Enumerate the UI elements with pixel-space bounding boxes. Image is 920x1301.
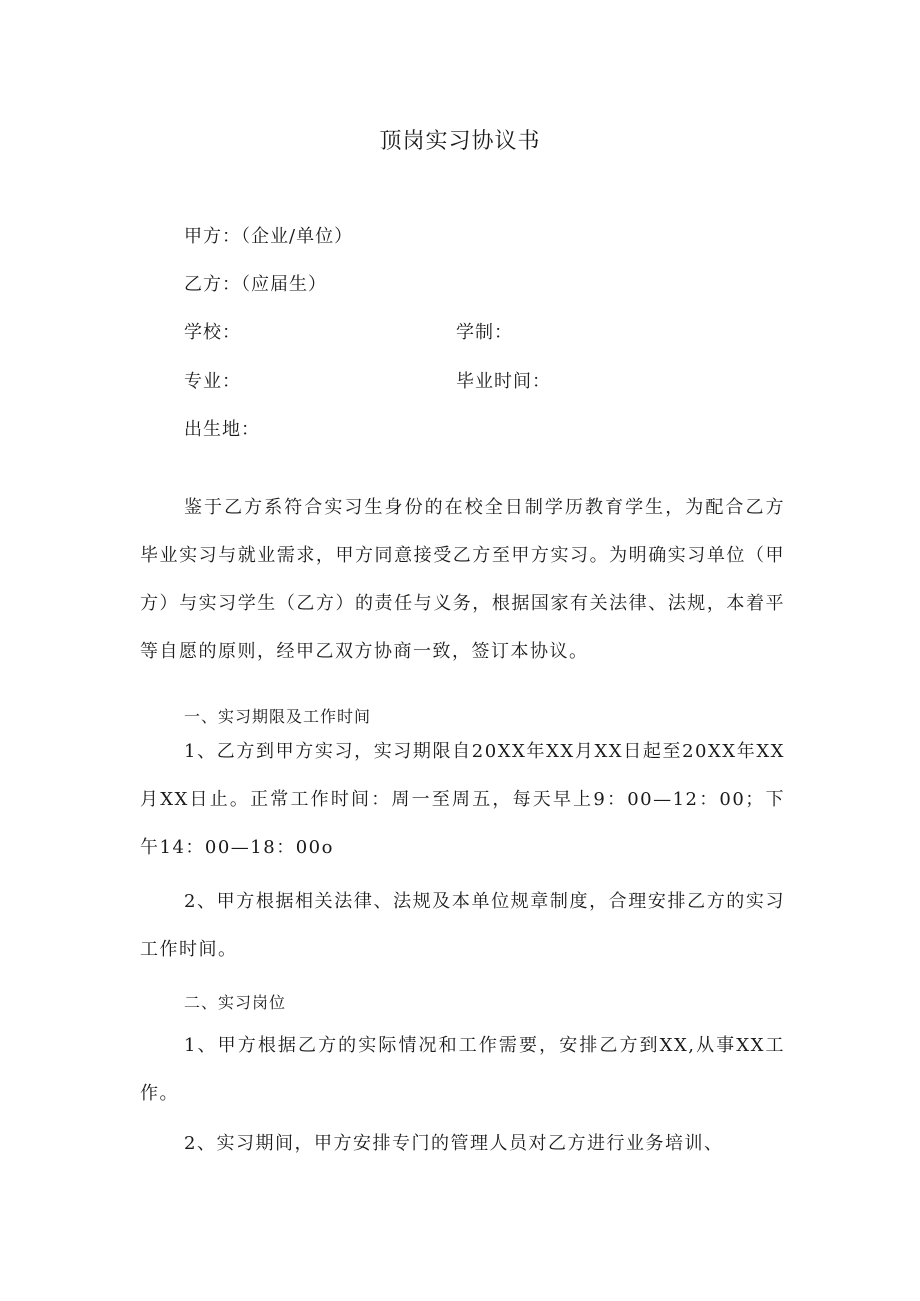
schooling-length-field: 学制： [456,322,513,343]
school-field: 学校： [184,322,241,343]
section-1-item-1: 1、乙方到甲方实习，实习期限自20XX年XX月XX日起至20XX年XX月XX日止。正常工作时间：周一至周五，每天早上9：00—12：00；下午14：00—18：00o [140,741,785,858]
birthplace-field: 出生地： [184,419,260,440]
graduation-time-field: 毕业时间： [456,371,551,392]
party-b-field: 乙方：（应届生） [184,274,327,295]
section-1-heading: 一、实习期限及工作时间 [184,707,372,726]
major-field: 专业： [184,371,241,392]
document-title: 顶岗实习协议书 [379,129,541,154]
section-2-item-2: 2、实习期间，甲方安排专门的管理人员对乙方进行业务培训、 [184,1133,724,1154]
section-1-item-2: 2、甲方根据相关法律、法规及本单位规章制度，合理安排乙方的实习工作时间。 [140,891,785,960]
section-2-heading: 二、实习岗位 [184,993,287,1012]
section-2-item-1: 1、甲方根据乙方的实际情况和工作需要，安排乙方到XX,从事XX工作。 [140,1035,785,1104]
party-a-field: 甲方：（企业/单位） [184,226,354,247]
intro-paragraph: 鉴于乙方系符合实习生身份的在校全日制学历教育学生，为配合乙方毕业实习与就业需求，甲方同意接受乙方至甲方实习。为明确实习单位（甲方）与实习学生（乙方）的责任与义务，根据国家有关法律、法规，本着平等自愿的原则，经甲乙双方协商一致，签订本协议。 [140,497,785,662]
